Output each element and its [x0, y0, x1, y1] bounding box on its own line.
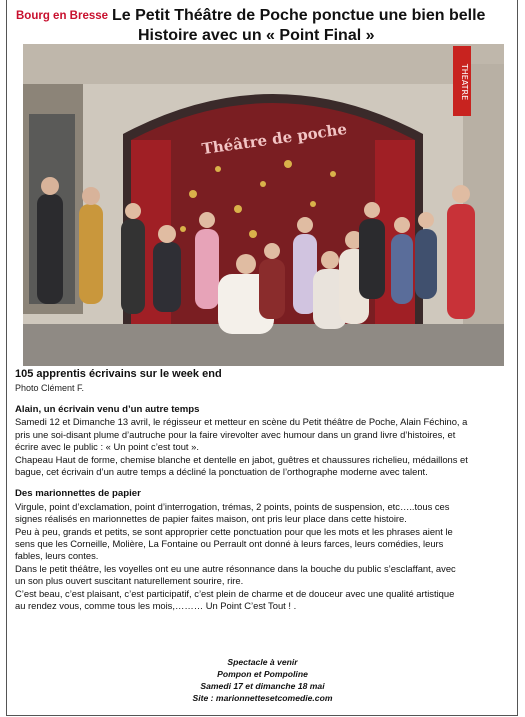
section-2-line: Peu à peu, grands et petits, se sont approprier cette ponctuation pour que les mots et les phrases aient le: [15, 525, 453, 537]
section-2-line: sens que les Corneille, Molière, La Fontaine ou Perrault ont donné à leurs farces, leurs comédies, leurs: [15, 538, 444, 550]
photo-caption-title: 105 apprentis écrivains sur le week end: [15, 368, 222, 380]
upcoming-show-dates: Samedi 17 et dimanche 18 mai: [200, 681, 325, 691]
photo-credit: Photo Clément F.: [15, 383, 85, 393]
section-2-line: signes réalisés en marionnettes de papier faites maison, ont pris leur place dans cette histoire.: [15, 513, 407, 525]
section-2-line: C’est beau, c’est plaisant, c’est participatif, c’est plein de charme et de douceur avec une qualité artistique: [15, 587, 455, 599]
article-body: [15, 404, 511, 613]
upcoming-show-title: Pompon et Pompoline: [217, 669, 308, 679]
location-label: Bourg en Bresse: [16, 10, 109, 22]
theatre-sign-text: Théâtre de poche: [200, 119, 348, 159]
upcoming-show: [0, 656, 525, 704]
group-photo-illustration: [23, 44, 504, 366]
section-2-line: au rendez vous, comme tous les mois,……… Un Point C’est Tout ! .: [15, 600, 297, 612]
section-1-line: Samedi 12 et Dimanche 13 avril, le régisseur et metteur en scène du Petit théâtre de Poche, Alain Féchino, a: [15, 416, 468, 428]
group-photo: [23, 44, 504, 366]
section-1-line: bague, cet écrivain d’un autre temps a décliné la ponctuation de l’orthographe moderne avec talent.: [15, 466, 428, 478]
headline: [112, 6, 512, 46]
section-2-line: un son plus ouvert suscitant naturellement sourire, rire.: [15, 575, 244, 587]
upcoming-show-site: Site : marionnettesetcomedie.com: [192, 693, 333, 703]
section-2-heading: Des marionnettes de papier: [15, 488, 141, 500]
section-2-line: Virgule, point d’exclamation, point d’interrogation, trémas, 2 points, points de suspension, etc…..tous ces: [15, 500, 450, 512]
headline-line-1: Le Petit Théâtre de Poche ponctue une bien belle: [112, 7, 486, 24]
headline-line-2: Histoire avec un « Point Final »: [138, 27, 375, 44]
section-1-line: pris une soi-disant plume d’autruche pour la faire virevolter avec humour dans un grand livre d’histoires, et: [15, 428, 456, 440]
section-gap: [15, 478, 511, 488]
section-2-line: Dans le petit théâtre, les voyelles ont eu une autre résonnance dans la bouche du public s’esclaffant, avec: [15, 562, 456, 574]
section-1-heading: Alain, un écrivain venu d’un autre temps: [15, 404, 200, 415]
section-1-line: écrire avec le public : « Un point c’est tout ».: [15, 441, 199, 453]
upcoming-show-label: Spectacle à venir: [227, 657, 298, 667]
section-1-line: Chapeau Haut de forme, chemise blanche et dentelle en jabot, guêtres et chaussures richelieu, médaillons et: [15, 453, 468, 465]
vertical-sign-text: THEATRE: [460, 63, 469, 101]
section-2-line: fables, leurs contes.: [15, 550, 99, 562]
